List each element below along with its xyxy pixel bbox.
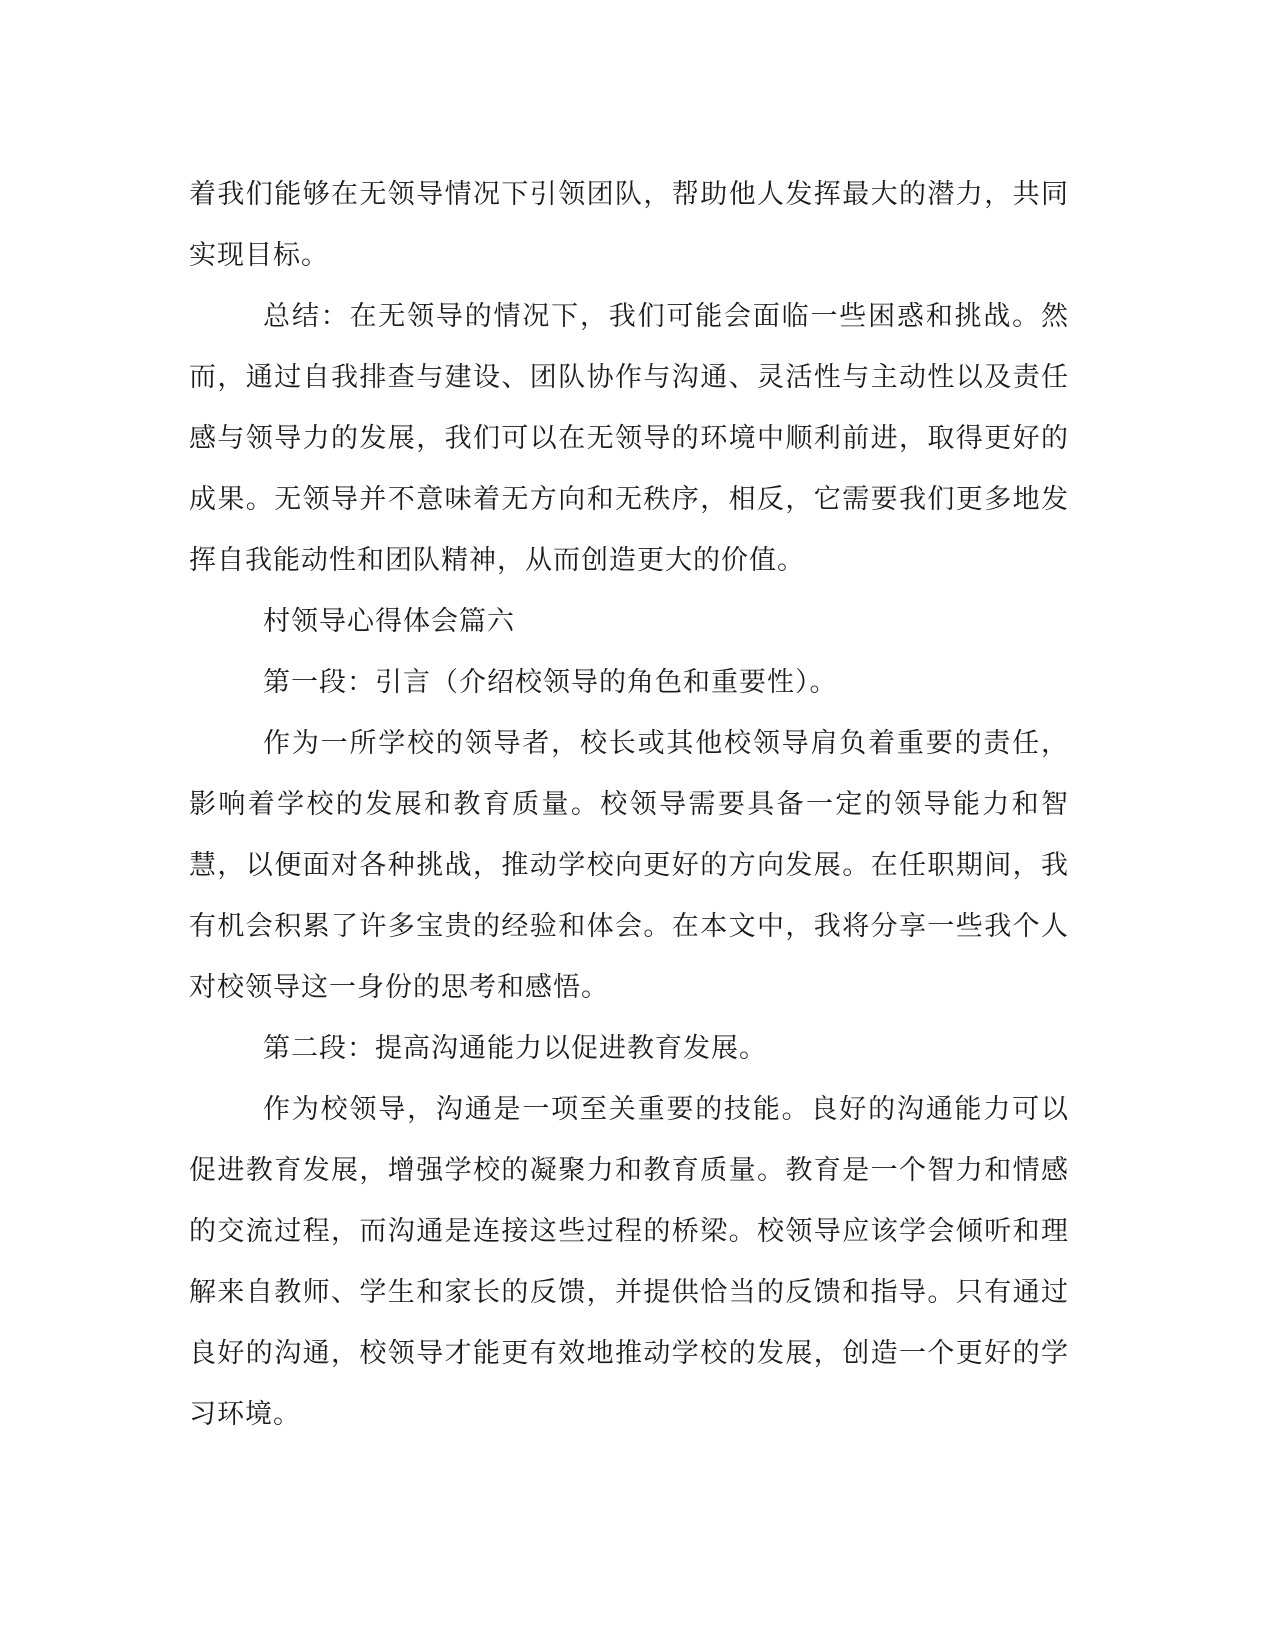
paragraph-introduction: 作为一所学校的领导者，校长或其他校领导肩负着重要的责任，影响着学校的发展和教育质量。校领导需要具备一定的领导能力和智慧，以便面对各种挑战，推动学校向更好的方向发展。在任职期间，我有机会积累了许多宝贵的经验和体会。在本文中，我将分享一些我个人对校领导这一身份的思考和感悟。 <box>189 728 1069 1003</box>
section-heading: 村领导心得体会篇六 <box>263 606 515 637</box>
paragraph-communication: 作为校领导，沟通是一项至关重要的技能。良好的沟通能力可以促进教育发展，增强学校的凝聚力和教育质量。教育是一个智力和情感的交流过程，而沟通是连接这些过程的桥梁。校领导应该学会倾听和理解来自教师、学生和家长的反馈，并提供恰当的反馈和指导。只有通过良好的沟通，校领导才能更有效地推动学校的发展，创造一个更好的学习环境。 <box>189 1094 1069 1430</box>
paragraph-summary: 总结：在无领导的情况下，我们可能会面临一些困惑和挑战。然而，通过自我排查与建设、团队协作与沟通、灵活性与主动性以及责任感与领导力的发展，我们可以在无领导的环境中顺利前进，取得更好的成果。无领导并不意味着无方向和无秩序，相反，它需要我们更多地发挥自我能动性和团队精神，从而创造更大的价值。 <box>189 301 1069 576</box>
subheading-part-one: 第一段：引言（介绍校领导的角色和重要性）。 <box>263 667 838 698</box>
document-body <box>189 164 1069 1445</box>
subheading-part-two: 第二段：提高沟通能力以促进教育发展。 <box>263 1033 767 1064</box>
paragraph-continuation: 着我们能够在无领导情况下引领团队，帮助他人发挥最大的潜力，共同实现目标。 <box>189 179 1069 271</box>
